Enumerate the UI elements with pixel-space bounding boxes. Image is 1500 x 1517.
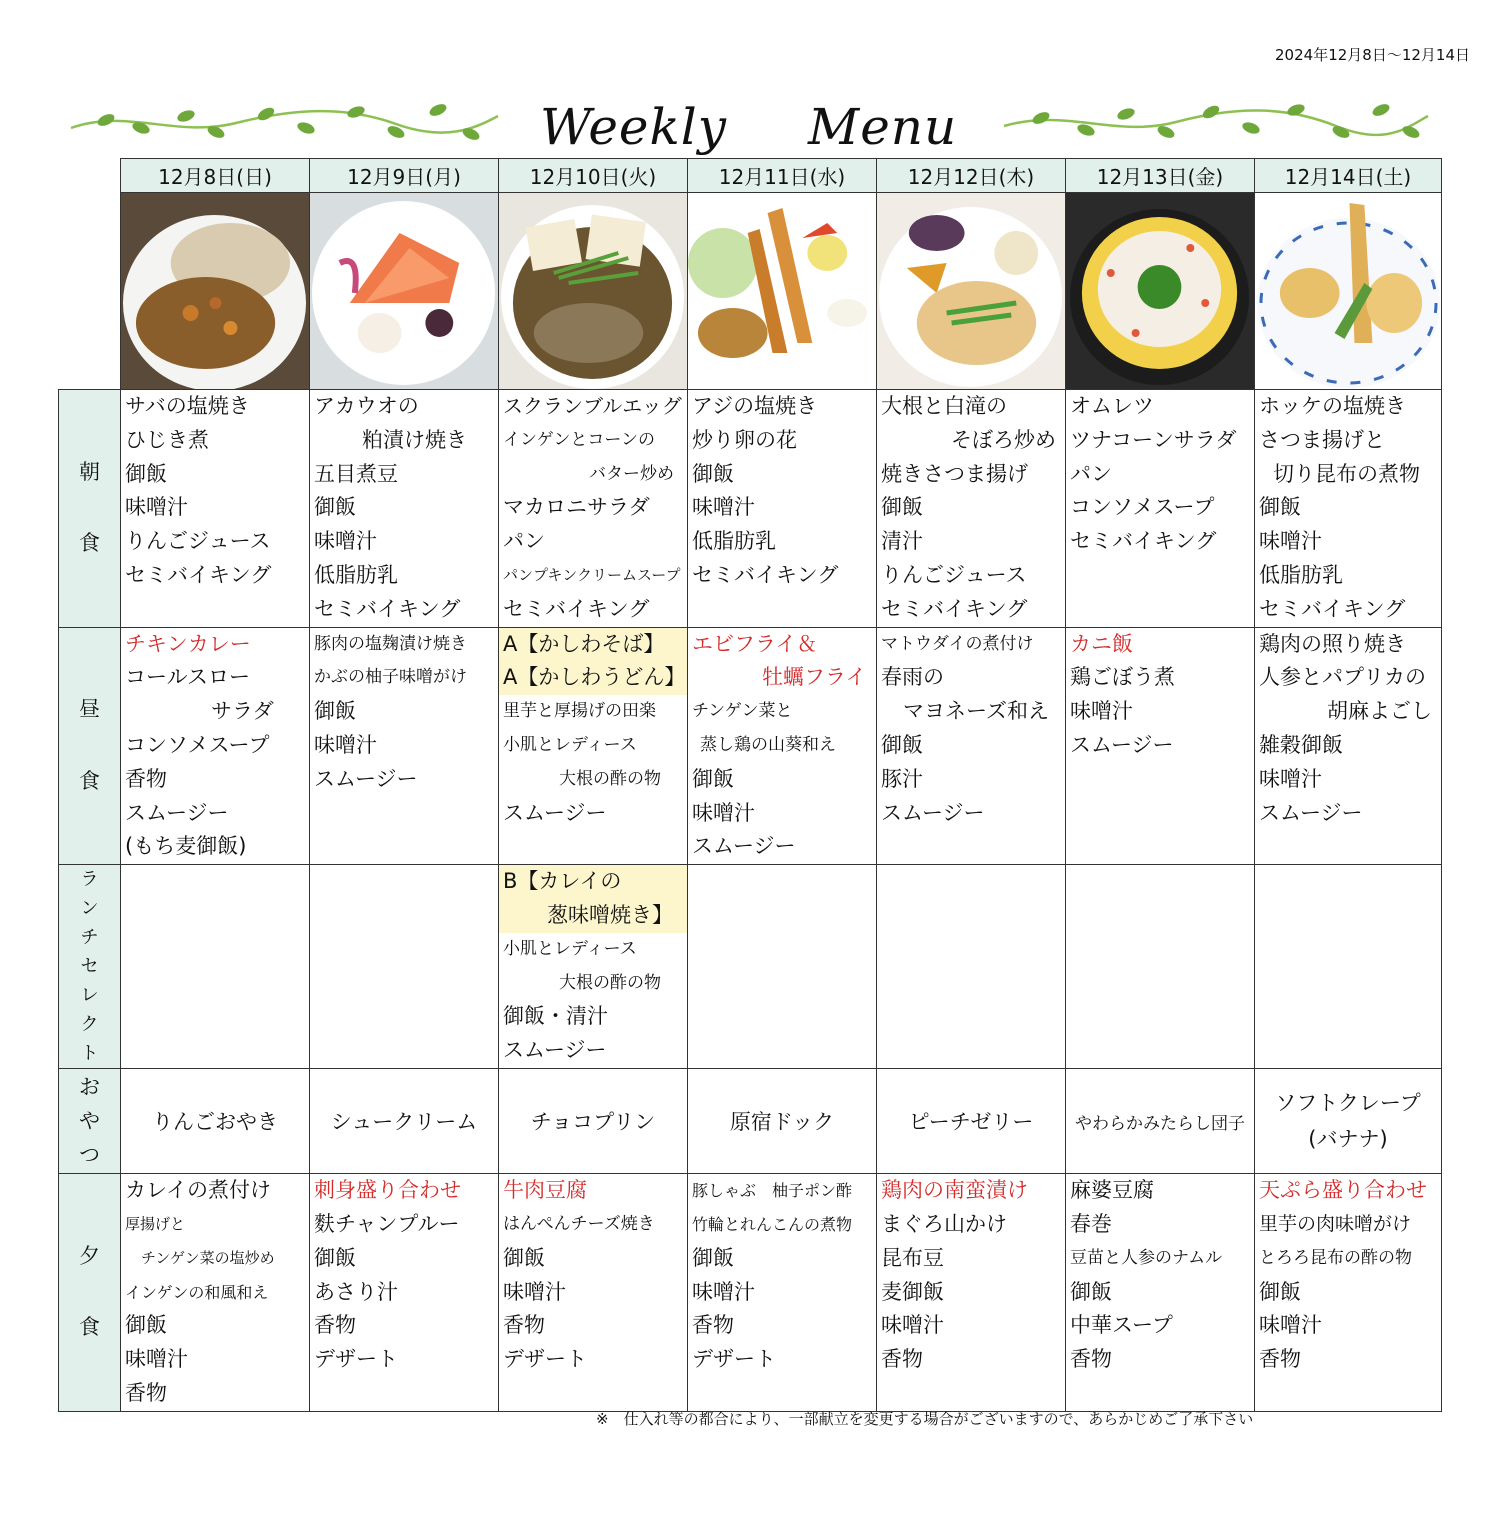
menu-item: さつま揚げと — [1259, 427, 1385, 452]
photo-cell — [877, 193, 1066, 390]
menu-item: スムージー — [503, 1038, 607, 1063]
dinner-cell — [1066, 1174, 1255, 1412]
menu-item-main: 鶏肉の南蛮漬け — [881, 1178, 1028, 1203]
menu-item: まぐろ山かけ — [881, 1211, 1007, 1236]
menu-item: パン — [1070, 461, 1112, 486]
photo-cell — [1066, 193, 1255, 390]
menu-item-main: 牛肉豆腐 — [503, 1178, 587, 1203]
menu-item: 麩チャンプルー — [314, 1211, 460, 1236]
photo-cell — [1255, 193, 1442, 390]
menu-item: 香物 — [692, 1313, 734, 1338]
menu-item: マトウダイの煮付け — [881, 633, 1034, 654]
lunch-select-cell — [499, 865, 688, 1069]
lunch-select-cell — [310, 865, 499, 1069]
breakfast-cell — [499, 390, 688, 628]
menu-item: 味噌汁 — [125, 1347, 188, 1372]
menu-item: そぼろ炒め — [951, 427, 1056, 452]
dinner-cell — [499, 1174, 688, 1412]
photo-cell — [121, 193, 310, 390]
menu-item: オムレツ — [1070, 394, 1154, 418]
menu-item: 胡麻よごし — [1327, 699, 1432, 724]
menu-item: 御飯 — [314, 1245, 356, 1270]
snack-line: ソフトクレープ — [1275, 1091, 1421, 1116]
lunch-select-cell — [877, 865, 1066, 1069]
menu-item: 切り昆布の煮物 — [1273, 461, 1420, 486]
menu-item: ひじき煮 — [125, 427, 209, 452]
weekly-menu-table — [58, 158, 1442, 1412]
menu-item: 大根と白滝の — [881, 394, 1007, 418]
breakfast-cell — [310, 390, 499, 628]
menu-item: コンソメスープ — [1070, 495, 1215, 520]
menu-item: 昆布豆 — [881, 1245, 944, 1270]
menu-item: 御飯 — [125, 461, 167, 486]
menu-item: 粕漬け焼き — [362, 427, 467, 452]
menu-item: 豚汁 — [881, 766, 923, 791]
menu-item: 低脂肪乳 — [1259, 562, 1343, 587]
menu-item: 春雨の — [881, 665, 944, 690]
breakfast-cell — [1255, 390, 1442, 628]
menu-item: 御飯 — [881, 495, 923, 520]
title-weekly: Weekly — [540, 98, 728, 156]
menu-item: 香物 — [314, 1313, 356, 1338]
menu-item-main: エビフライ＆ — [692, 631, 818, 656]
menu-item: 味噌汁 — [692, 495, 755, 520]
menu-item: インゲンとコーンの — [503, 429, 655, 450]
menu-item: セミバイキング — [881, 596, 1028, 621]
menu-item: スムージー — [125, 800, 229, 825]
menu-item: スムージー — [881, 800, 985, 825]
menu-item: 御飯 — [881, 732, 923, 757]
menu-item: 味噌汁 — [503, 1279, 566, 1304]
menu-item: 香物 — [881, 1347, 923, 1372]
sashimi-photo — [310, 193, 498, 389]
menu-item: デザート — [503, 1347, 587, 1372]
menu-item: スムージー — [503, 800, 607, 825]
menu-item: セミバイキング — [125, 562, 272, 587]
day-header: 12月9日(月) — [310, 159, 499, 193]
menu-item: はんぺんチーズ焼き — [503, 1213, 655, 1234]
menu-item: 豚しゃぶ 柚子ポン酢 — [692, 1181, 853, 1201]
menu-item: 小肌とレディース — [503, 734, 637, 755]
menu-item: サラダ — [211, 699, 274, 724]
row-label-snack: お や つ — [59, 1069, 121, 1174]
row-label-lunch-select: ラ ン チ セ レ ク ト — [59, 865, 121, 1069]
dinner-cell — [121, 1174, 310, 1412]
dinner-cell — [877, 1174, 1066, 1412]
menu-item: (もち麦御飯) — [125, 834, 247, 859]
simmered-fish-photo — [877, 193, 1065, 389]
menu-item: 御飯 — [125, 1313, 167, 1338]
date-header-row — [59, 159, 1442, 193]
lunch-cell — [121, 627, 310, 865]
menu-item: あさり汁 — [314, 1279, 398, 1304]
menu-item: コンソメスープ — [125, 732, 270, 757]
right-vine-decoration — [996, 98, 1436, 148]
photo-cell — [499, 193, 688, 390]
menu-item: りんごジュース — [881, 562, 1027, 587]
day-header: 12月13日(金) — [1066, 159, 1255, 193]
menu-item: パン — [503, 529, 545, 554]
menu-item: 麦御飯 — [881, 1279, 944, 1304]
menu-item: 御飯 — [314, 699, 356, 724]
photo-cell — [688, 193, 877, 390]
menu-item: 清汁 — [881, 529, 923, 554]
row-label-dinner: 夕 食 — [59, 1174, 121, 1412]
menu-item: 鶏肉の照り焼き — [1259, 631, 1406, 656]
menu-item: 大根の酢の物 — [559, 972, 661, 993]
menu-item: バター炒め — [589, 463, 674, 484]
dinner-row — [59, 1174, 1442, 1412]
menu-item: ホッケの塩焼き — [1259, 394, 1406, 418]
breakfast-row — [59, 390, 1442, 628]
dinner-cell — [1255, 1174, 1442, 1412]
left-vine-decoration — [66, 98, 506, 148]
menu-item: 御飯 — [692, 766, 734, 791]
menu-item-main: 葱味噌焼き】 — [499, 899, 687, 933]
lunch-select-cell — [121, 865, 310, 1069]
menu-item: とろろ昆布の酢の物 — [1259, 1247, 1412, 1268]
lunch-row — [59, 627, 1442, 865]
menu-item: カレイの煮付け — [125, 1178, 271, 1203]
menu-item: 味噌汁 — [314, 529, 377, 554]
menu-item: デザート — [692, 1347, 776, 1372]
day-header: 12月8日(日) — [121, 159, 310, 193]
menu-item: 味噌汁 — [1259, 766, 1322, 791]
menu-item: インゲンの和風和え — [125, 1282, 269, 1302]
menu-item: 御飯 — [503, 1245, 545, 1270]
menu-item: セミバイキング — [503, 596, 650, 621]
menu-item: 味噌汁 — [125, 495, 188, 520]
menu-item: チンゲン菜と — [692, 701, 793, 722]
title-menu: Menu — [808, 98, 958, 156]
menu-item: コールスロー — [125, 665, 250, 690]
menu-item: 御飯 — [692, 1245, 734, 1270]
day-header: 12月14日(土) — [1255, 159, 1442, 193]
menu-item: 鶏ごぼう煮 — [1070, 665, 1175, 690]
menu-item: 御飯 — [314, 495, 356, 520]
menu-item: 香物 — [125, 1380, 167, 1405]
menu-item: 焼きさつま揚げ — [881, 461, 1028, 486]
menu-item: 大根の酢の物 — [559, 768, 661, 789]
row-label-lunch: 昼 食 — [59, 627, 121, 865]
menu-item-main: 刺身盛り合わせ — [314, 1178, 461, 1203]
breakfast-cell — [688, 390, 877, 628]
lunch-cell — [1255, 627, 1442, 865]
day-header: 12月12日(木) — [877, 159, 1066, 193]
breakfast-cell — [1066, 390, 1255, 628]
menu-item: 雑穀御飯 — [1259, 732, 1343, 757]
breakfast-cell — [877, 390, 1066, 628]
photo-cell — [310, 193, 499, 390]
corner-blank — [59, 159, 121, 193]
dinner-cell — [688, 1174, 877, 1412]
menu-item: 香物 — [503, 1313, 545, 1338]
lunch-cell — [1066, 627, 1255, 865]
menu-item: セミバイキング — [314, 596, 461, 621]
menu-item: りんごジュース — [125, 529, 271, 554]
menu-item: 御飯 — [1259, 495, 1301, 520]
menu-item: かぶの柚子味噌がけ — [314, 667, 467, 688]
menu-item-main: チキンカレー — [125, 631, 251, 656]
menu-item: 五目煮豆 — [314, 461, 398, 486]
menu-item: サバの塩焼き — [125, 394, 250, 418]
menu-item: スムージー — [1070, 732, 1174, 757]
row-label-breakfast: 朝 食 — [59, 390, 121, 628]
crab-rice-photo — [1066, 193, 1254, 389]
menu-item: 味噌汁 — [1259, 1313, 1322, 1338]
menu-item: 厚揚げと — [125, 1214, 186, 1233]
menu-item: 低脂肪乳 — [314, 562, 398, 587]
menu-item-main: A【かしわそば】 — [499, 628, 687, 662]
menu-item: 香物 — [125, 766, 167, 791]
menu-item: パンプキンクリームスープ — [503, 565, 681, 584]
menu-item: デザート — [314, 1347, 398, 1372]
menu-item: 中華スープ — [1070, 1313, 1173, 1338]
menu-item: スクランブルエッグ — [503, 394, 682, 418]
lunch-cell — [310, 627, 499, 865]
menu-item: 御飯 — [1259, 1279, 1301, 1304]
menu-item: 蒸し鶏の山葵和え — [700, 734, 836, 755]
lunch-select-row — [59, 865, 1442, 1069]
menu-item-main: A【かしわうどん】 — [499, 661, 687, 695]
menu-item-main: 牡蠣フライ — [762, 665, 867, 690]
menu-item: 豚肉の塩麹漬け焼き — [314, 633, 467, 654]
menu-item-main: B【カレイの — [499, 865, 687, 899]
snack-line: (バナナ) — [1308, 1127, 1388, 1152]
menu-item: 味噌汁 — [692, 1279, 755, 1304]
lunch-select-cell — [1255, 865, 1442, 1069]
snack-cell: 原宿ドック — [688, 1069, 877, 1174]
menu-item: 豆苗と人参のナムル — [1070, 1247, 1223, 1268]
menu-item: スムージー — [1259, 800, 1363, 825]
lunch-cell — [499, 627, 688, 865]
menu-item: 味噌汁 — [1259, 529, 1322, 554]
menu-item: 御飯・清汁 — [503, 1004, 608, 1029]
menu-item: 人参とパプリカの — [1259, 665, 1426, 690]
day-header: 12月10日(火) — [499, 159, 688, 193]
snack-cell: チョコプリン — [499, 1069, 688, 1174]
footnote: ※ 仕入れ等の都合により、一部献立を変更する場合がございますので、あらかじめご了承下さい — [596, 1410, 1254, 1428]
menu-item: 味噌汁 — [314, 732, 377, 757]
curry-rice-photo — [121, 193, 309, 389]
menu-item: 低脂肪乳 — [692, 529, 776, 554]
menu-item: 御飯 — [692, 461, 734, 486]
menu-item: セミバイキング — [1259, 596, 1406, 621]
menu-item: 小肌とレディース — [503, 938, 637, 959]
dinner-cell — [310, 1174, 499, 1412]
menu-item: 麻婆豆腐 — [1070, 1178, 1154, 1203]
snack-cell — [1255, 1069, 1442, 1174]
menu-item: 香物 — [1259, 1347, 1301, 1372]
menu-item: 御飯 — [1070, 1279, 1112, 1304]
menu-item: 味噌汁 — [692, 800, 755, 825]
menu-item: 炒り卵の花 — [692, 427, 797, 452]
lunch-cell — [877, 627, 1066, 865]
snack-row — [59, 1069, 1442, 1174]
menu-item: マヨネーズ和え — [903, 699, 1049, 724]
menu-item-main: カニ飯 — [1070, 631, 1133, 656]
snack-cell: りんごおやき — [121, 1069, 310, 1174]
menu-item: マカロニサラダ — [503, 495, 650, 520]
menu-item: 里芋と厚揚げの田楽 — [503, 701, 656, 722]
menu-item: 竹輪とれんこんの煮物 — [692, 1214, 853, 1234]
menu-item: 味噌汁 — [1070, 699, 1133, 724]
tempura-photo — [1255, 193, 1441, 389]
fried-shrimp-photo — [688, 193, 876, 389]
photo-row-blank — [59, 193, 121, 390]
menu-item: 里芋の肉味噌がけ — [1259, 1212, 1412, 1235]
day-header: 12月11日(水) — [688, 159, 877, 193]
menu-item: スムージー — [314, 766, 418, 791]
menu-item: セミバイキング — [1070, 529, 1217, 554]
beef-tofu-photo — [499, 193, 687, 389]
date-range: 2024年12月8日～12月14日 — [1275, 46, 1470, 64]
menu-item-main: 天ぷら盛り合わせ — [1259, 1178, 1427, 1203]
menu-item: 春巻 — [1070, 1211, 1112, 1236]
lunch-select-cell — [1066, 865, 1255, 1069]
menu-item: チンゲン菜の塩炒め — [141, 1248, 275, 1267]
snack-cell: ピーチゼリー — [877, 1069, 1066, 1174]
menu-item: アジの塩焼き — [692, 394, 818, 418]
menu-item: ツナコーンサラダ — [1070, 427, 1237, 452]
breakfast-cell — [121, 390, 310, 628]
photo-row — [59, 193, 1442, 390]
menu-item: スムージー — [692, 834, 796, 859]
menu-item: セミバイキング — [692, 562, 839, 587]
menu-item: 香物 — [1070, 1347, 1112, 1372]
lunch-select-cell — [688, 865, 877, 1069]
snack-cell: シュークリーム — [310, 1069, 499, 1174]
snack-cell: やわらかみたらし団子 — [1066, 1069, 1255, 1174]
lunch-cell — [688, 627, 877, 865]
menu-item: 味噌汁 — [881, 1313, 944, 1338]
menu-item: アカウオの — [314, 394, 419, 418]
